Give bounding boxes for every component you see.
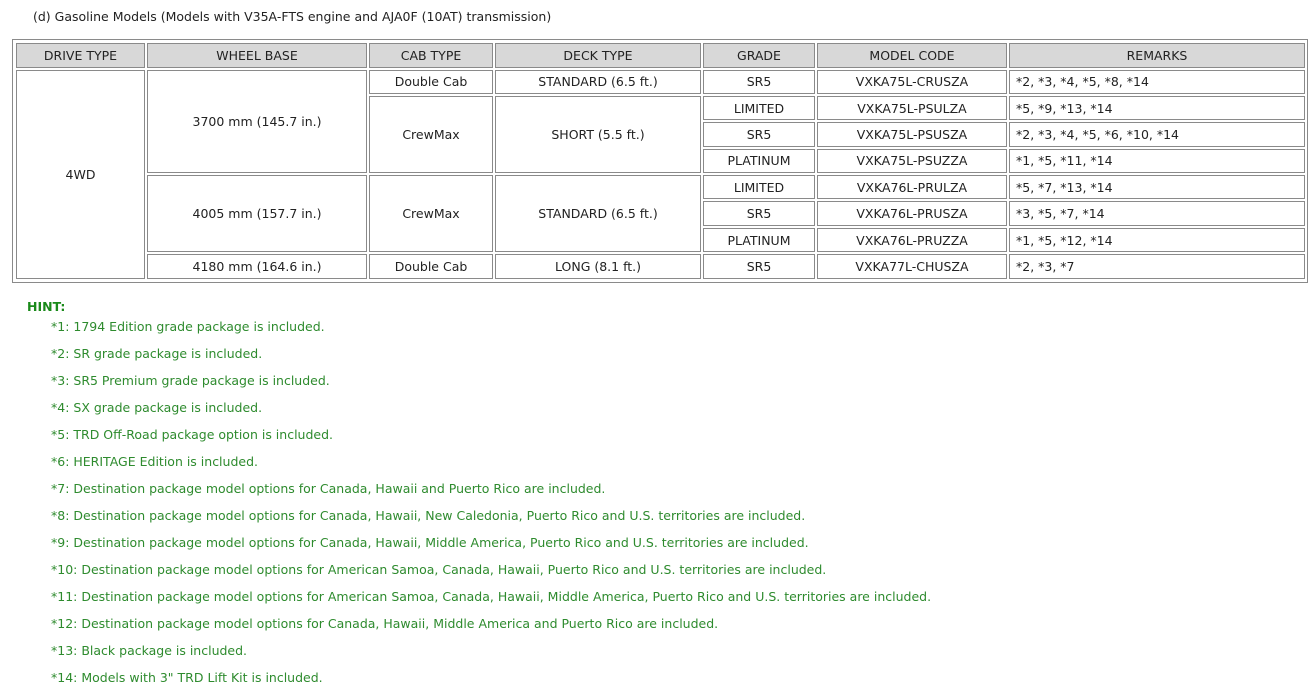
table-row: [16, 175, 1305, 199]
table-row: [16, 70, 1305, 94]
deck-type-cell: SHORT (5.5 ft.): [495, 96, 701, 173]
model-code-cell: VXKA75L-PSUSZA: [817, 122, 1007, 146]
model-code-cell: VXKA75L-PSUZZA: [817, 149, 1007, 173]
model-code-cell: VXKA76L-PRUSZA: [817, 201, 1007, 225]
remarks-cell: *5, *7, *13, *14: [1009, 175, 1305, 199]
deck-type-cell: STANDARD (6.5 ft.): [495, 175, 701, 252]
deck-type-cell: LONG (8.1 ft.): [495, 254, 701, 278]
hint-note: *6: HERITAGE Edition is included.: [51, 454, 258, 469]
hint-note: *1: 1794 Edition grade package is included.: [51, 319, 325, 334]
hint-note: *3: SR5 Premium grade package is included.: [51, 373, 330, 388]
model-code-cell: VXKA75L-CRUSZA: [817, 70, 1007, 94]
model-code-cell: VXKA75L-PSULZA: [817, 96, 1007, 120]
wheel-base-cell: 4180 mm (164.6 in.): [147, 254, 367, 278]
hint-note: *5: TRD Off-Road package option is included.: [51, 427, 334, 442]
model-code-cell: VXKA76L-PRUZZA: [817, 228, 1007, 252]
remarks-cell: *3, *5, *7, *14: [1009, 201, 1305, 225]
grade-cell: LIMITED: [703, 96, 815, 120]
hint-note: *14: Models with 3" TRD Lift Kit is included.: [51, 670, 323, 685]
grade-cell: SR5: [703, 122, 815, 146]
wheel-base-cell: 3700 mm (145.7 in.): [147, 70, 367, 174]
hint-note: *10: Destination package model options for American Samoa, Canada, Hawaii, Puerto Rico and U.S. territories are included.: [51, 562, 827, 577]
grade-cell: SR5: [703, 70, 815, 94]
hint-note: *8: Destination package model options for Canada, Hawaii, New Caledonia, Puerto Rico and U.S. territories are included.: [51, 508, 806, 523]
grade-cell: LIMITED: [703, 175, 815, 199]
header-drive-type: DRIVE TYPE: [16, 43, 145, 68]
deck-type-cell: STANDARD (6.5 ft.): [495, 70, 701, 94]
model-code-cell: VXKA77L-CHUSZA: [817, 254, 1007, 278]
header-cab-type: CAB TYPE: [369, 43, 493, 68]
header-model-code: MODEL CODE: [817, 43, 1007, 68]
table-header-row: [16, 43, 1305, 68]
model-code-cell: VXKA76L-PRULZA: [817, 175, 1007, 199]
hint-note: *9: Destination package model options for Canada, Hawaii, Middle America, Puerto Rico and U.S. territories are included.: [51, 535, 809, 550]
remarks-cell: *2, *3, *4, *5, *8, *14: [1009, 70, 1305, 94]
header-deck-type: DECK TYPE: [495, 43, 701, 68]
hint-note: *13: Black package is included.: [51, 643, 248, 658]
hint-note: *12: Destination package model options for Canada, Hawaii, Middle America and Puerto Rico are included.: [51, 616, 719, 631]
grade-cell: SR5: [703, 201, 815, 225]
wheel-base-cell: 4005 mm (157.7 in.): [147, 175, 367, 252]
remarks-cell: *1, *5, *12, *14: [1009, 228, 1305, 252]
header-remarks: REMARKS: [1009, 43, 1305, 68]
cab-type-cell: CrewMax: [369, 175, 493, 252]
hint-note: *11: Destination package model options for American Samoa, Canada, Hawaii, Middle America, Puerto Rico and U.S. territories are included.: [51, 589, 932, 604]
hint-note: *7: Destination package model options for Canada, Hawaii and Puerto Rico are included.: [51, 481, 606, 496]
models-table-container: [12, 39, 1308, 283]
remarks-cell: *2, *3, *4, *5, *6, *10, *14: [1009, 122, 1305, 146]
hint-note: *4: SX grade package is included.: [51, 400, 263, 415]
drive-type-cell: 4WD: [16, 70, 145, 279]
table-row: [16, 254, 1305, 278]
cab-type-cell: CrewMax: [369, 96, 493, 173]
header-wheel-base: WHEEL BASE: [147, 43, 367, 68]
remarks-cell: *1, *5, *11, *14: [1009, 149, 1305, 173]
cab-type-cell: Double Cab: [369, 254, 493, 278]
hint-label: HINT:: [27, 299, 66, 314]
grade-cell: PLATINUM: [703, 149, 815, 173]
hint-note: *2: SR grade package is included.: [51, 346, 263, 361]
header-grade: GRADE: [703, 43, 815, 68]
cab-type-cell: Double Cab: [369, 70, 493, 94]
hint-notes-list: [51, 319, 931, 697]
remarks-cell: *5, *9, *13, *14: [1009, 96, 1305, 120]
grade-cell: PLATINUM: [703, 228, 815, 252]
remarks-cell: *2, *3, *7: [1009, 254, 1305, 278]
models-table: [14, 41, 1307, 281]
section-caption: (d) Gasoline Models (Models with V35A-FTS engine and AJA0F (10AT) transmission): [33, 9, 552, 24]
grade-cell: SR5: [703, 254, 815, 278]
